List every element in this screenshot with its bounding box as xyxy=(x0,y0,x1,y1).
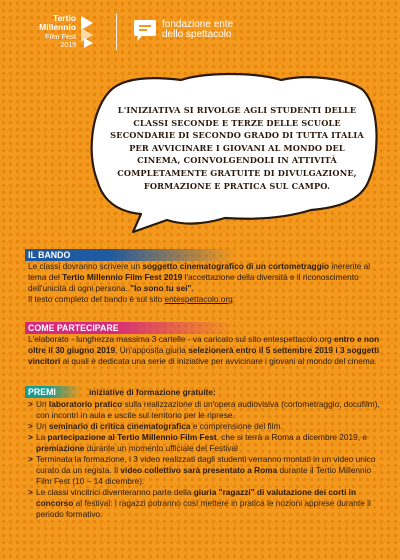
arrow-icon: > xyxy=(28,487,33,497)
fondazione-line1: fondazione ente xyxy=(162,19,234,30)
tertio-mark-icon xyxy=(78,14,96,48)
premi-header-row xyxy=(28,386,380,398)
speech-bubble xyxy=(85,68,385,233)
tertio-line2: Millennio xyxy=(39,22,76,32)
arrow-icon: > xyxy=(28,399,33,409)
section-premi xyxy=(28,386,380,520)
fondazione-text xyxy=(162,20,233,40)
list-item: > Un seminario di critica cinematografica e comprensione del film. xyxy=(28,421,283,431)
header-divider xyxy=(116,14,117,50)
premi-list xyxy=(28,399,380,520)
tertio-year: 2019 xyxy=(60,42,76,49)
tertio-millennio-logo xyxy=(30,14,102,54)
arrow-icon: > xyxy=(28,454,33,464)
section-partecipare xyxy=(28,322,380,367)
premi-heading: PREMI xyxy=(25,386,81,398)
header xyxy=(0,0,400,62)
fondazione-chat-icon xyxy=(132,18,158,44)
arrow-icon: > xyxy=(28,421,33,431)
bando-heading: IL BANDO xyxy=(25,249,235,261)
list-item: > Un laboratorio pratico sulla realizzazione di un'opera audiovisiva (cortometraggio, docufilm), con incontri in aula e uscite sul territorio per le riprese. xyxy=(28,399,380,420)
entespettacolo-link[interactable]: entespettacolo.org xyxy=(164,294,233,304)
partecipare-text: L'elaborato - lunghezza massima 3 cartelle - va caricato sul sito entespettacolo.org entro e non oltre il 30 giugno 2019. Un'apposita giuria selezionerà entro il 5 settembre 2019 i 3 soggetti vincitori ai quali è dedicata una serie di iniziative per avvicinare i giovani al mondo del cinema. xyxy=(28,334,380,366)
bando-text: Le classi dovranno scrivere un soggetto cinematografico di un cortometraggio inerente al tema del Tertio Millennio Film Fest 2019 l'accettazione della diversità e il riconoscimento dell'unicità di ogni persona. "Io sono tu sei". Il testo completo del bando è sul sito entespettacolo.org. xyxy=(28,261,371,304)
tertio-line3: Film Fest xyxy=(45,32,76,41)
premi-intro: iniziative di formazione gratuite: xyxy=(89,387,216,397)
tertio-logo-text xyxy=(39,14,76,50)
section-bando xyxy=(28,249,380,305)
fondazione-line2: dello spettacolo xyxy=(162,29,232,40)
list-item: > Terminata la formazione, i 3 video realizzati dagli studenti verranno montati in un video unico curato da un regista. Il video collettivo sarà presentato a Roma durante il Tertio Millennio Film Fest (10 – 14 dicembre). xyxy=(28,454,376,486)
list-item: > La partecipazione al Tertio Millennio Film Fest, che si terrà a Roma a dicembre 2019, e premiazione durante un momento ufficiale del Festival xyxy=(28,432,367,453)
tertio-line1: Tertio xyxy=(53,13,76,23)
arrow-icon: > xyxy=(28,432,33,442)
partecipare-heading: COME PARTECIPARE xyxy=(25,322,235,334)
bubble-text: L'INIZIATIVA SI RIVOLGE AGLI STUDENTI DELLE CLASSI SECONDE E TERZE DELLE SCUOLE SECONDARIE DI SECONDO GRADO DI TUTTA ITALIA PER AVVICINARE I GIOVANI AL MONDO DEL CINEMA, COINVOLGENDOLI IN ATTIVITÀ COMPLETAMENTE GRATUITE DI DIVULGAZIONE, FORMAZIONE E PRATICA SUL CAMPO. xyxy=(110,105,364,191)
list-item: > Le classi vincitrici diventeranno parte della giuria "ragazzi" di valutazione dei corti in concorso al festival: i ragazzi potranno così mettere in pratica le nozioni apprese durante il periodo formativo. xyxy=(28,487,371,519)
fondazione-logo xyxy=(132,18,262,48)
